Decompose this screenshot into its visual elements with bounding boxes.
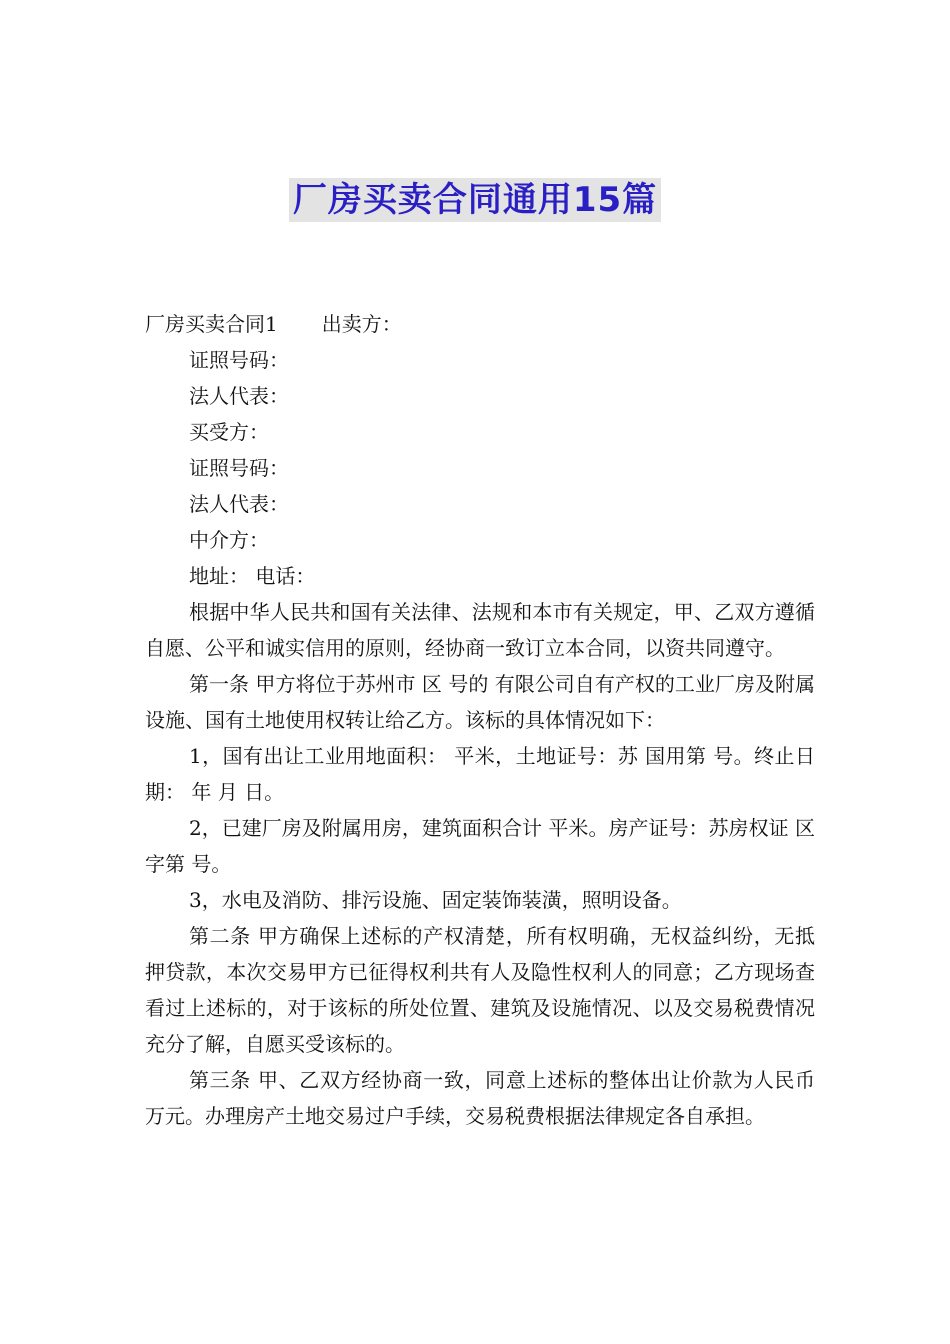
seller-id-field: 证照号码： [189, 348, 289, 372]
title-container [0, 178, 950, 222]
seller-legal-rep-field: 法人代表： [189, 384, 289, 408]
article-1-paragraph: 第一条 甲方将位于苏州市 区 号的 有限公司自有产权的工业厂房及附属设施、国有土地使用权转让给乙方。该标的具体情况如下： [145, 672, 815, 732]
buyer-id-field: 证照号码： [189, 456, 289, 480]
article-1-item-3: 3，水电及消防、排污设施、固定装饰装潢，照明设备。 [189, 888, 682, 912]
seller-label: 出卖方： [321, 312, 402, 336]
article-1-item-1: 1，国有出让工业用地面积： 平米，土地证号：苏 国用第 号。终止日期： 年 月 日。 [145, 744, 815, 804]
intermediary-field: 中介方： [189, 528, 269, 552]
article-2-paragraph: 第二条 甲方确保上述标的产权清楚，所有权明确，无权益纠纷，无抵押贷款，本次交易甲方已征得权利共有人及隐性权利人的同意；乙方现场查看过上述标的，对于该标的所处位置、建筑及设施情况、以及交易税费情况充分了解，自愿买受该标的。 [145, 924, 815, 1056]
address-phone-field: 地址： 电话： [189, 564, 316, 588]
article-3-paragraph: 第三条 甲、乙双方经协商一致，同意上述标的整体出让价款为人民币 万元。办理房产土地交易过户手续，交易税费根据法律规定各自承担。 [145, 1068, 815, 1128]
article-1-item-2: 2，已建厂房及附属用房，建筑面积合计 平米。房产证号：苏房权证 区字第 号。 [145, 816, 815, 876]
contract-number-label: 厂房买卖合同1 [145, 312, 278, 336]
preamble-paragraph: 根据中华人民共和国有关法律、法规和本市有关规定，甲、乙双方遵循自愿、公平和诚实信用的原则，经协商一致订立本合同，以资共同遵守。 [145, 600, 815, 660]
document-title: 厂房买卖合同通用15篇 [289, 178, 661, 222]
contract-header-line [145, 306, 815, 342]
buyer-field: 买受方： [189, 420, 269, 444]
document-body [145, 306, 815, 1134]
buyer-legal-rep-field: 法人代表： [189, 492, 289, 516]
